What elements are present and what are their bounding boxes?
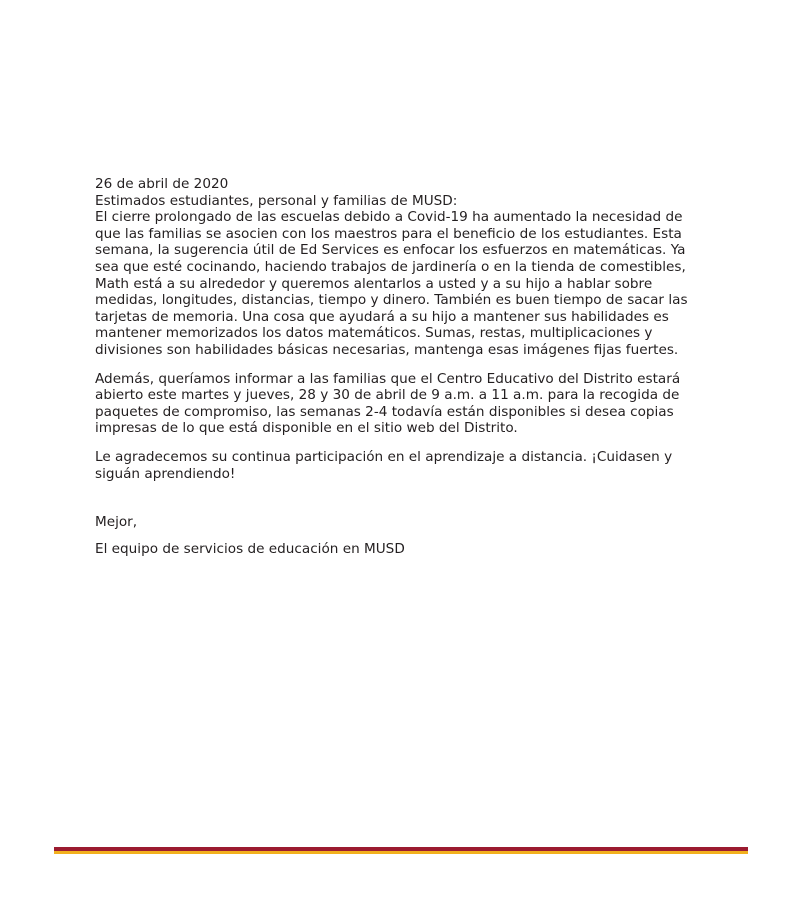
letter-date: 26 de abril de 2020 xyxy=(95,176,229,192)
letter-paragraph-1: El cierre prolongado de las escuelas debido a Covid-19 ha aumentado la necesidad de que las familias se asocien con los maestros para el beneficio de los estudiantes. Esta semana, la sugerencia útil de Ed Services es enfocar los esfuerzos en matemáticas. Ya sea que esté cocinando, haciendo trabajos de jardinería o en la tienda de comestibles, Math está a su alrededor y queremos alentarlos a usted y a su hijo a hablar sobre medidas, longitudes, distancias, tiempo y dinero. También es buen tiempo de sacar las tarjetas de memoria. Una cosa que ayudará a su hijo a mantener sus habilidades es mantener memorizados los datos matemáticos. Sumas, restas, multiplicaciones y divisiones son habilidades básicas necesarias, mantenga esas imágenes fijas fuertes. xyxy=(95,209,688,358)
letter-paragraph-3: Le agradecemos su continua participación en el aprendizaje a distancia. ¡Cuidasen y siguán aprendiendo! xyxy=(95,448,673,482)
letter-signature: El equipo de servicios de educación en MUSD xyxy=(95,540,405,557)
letter-closing: Mejor, xyxy=(95,514,138,531)
letter-paragraph-2: Además, queríamos informar a las familias que el Centro Educativo del Distrito estará abierto este martes y jueves, 28 y 30 de abril de 9 a.m. a 11 a.m. para la recogida de paquetes de compromiso, las semanas 2-4 todavía están disponibles si desea copias impresas de lo que está disponible en el sitio web del Distrito. xyxy=(95,370,681,437)
letter-greeting: Estimados estudiantes, personal y familias de MUSD: xyxy=(95,192,458,209)
footer-divider-gold xyxy=(54,851,748,854)
footer-divider xyxy=(54,847,748,854)
letter-body xyxy=(95,176,707,557)
